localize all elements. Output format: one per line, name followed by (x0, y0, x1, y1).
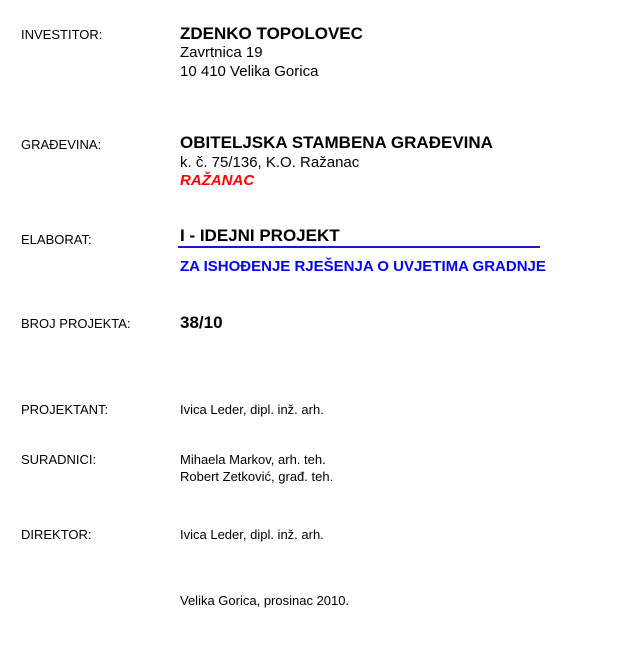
broj-projekta-label: BROJ PROJEKTA: (21, 316, 131, 331)
direktor-label: DIREKTOR: (21, 527, 92, 542)
suradnici-label: SURADNICI: (21, 452, 97, 467)
suradnik-2: Robert Zetković, građ. teh. (180, 469, 334, 484)
investitor-name: ZDENKO TOPOLOVEC (180, 24, 363, 43)
gradevina-label: GRAĐEVINA: (21, 137, 102, 152)
elaborat-title: I - IDEJNI PROJEKT (180, 226, 340, 245)
direktor-value: Ivica Leder, dipl. inž. arh. (180, 527, 324, 542)
gradevina-place: RAŽANAC (180, 172, 255, 189)
place-date: Velika Gorica, prosinac 2010. (180, 593, 350, 608)
projektant-value: Ivica Leder, dipl. inž. arh. (180, 402, 324, 417)
investitor-city: 10 410 Velika Gorica (180, 63, 319, 80)
elaborat-underline (178, 246, 540, 248)
projektant-label: PROJEKTANT: (21, 402, 109, 417)
elaborat-subtitle: ZA ISHOĐENJE RJEŠENJA O UVJETIMA GRADNJE (180, 258, 546, 275)
broj-projekta-value: 38/10 (180, 313, 223, 332)
elaborat-label: ELABORAT: (21, 232, 92, 247)
gradevina-title: OBITELJSKA STAMBENA GRAĐEVINA (180, 133, 493, 152)
suradnik-1: Mihaela Markov, arh. teh. (180, 452, 326, 467)
investitor-street: Zavrtnica 19 (180, 44, 263, 61)
gradevina-parcel: k. č. 75/136, K.O. Ražanac (180, 154, 360, 171)
investitor-label: INVESTITOR: (21, 27, 103, 42)
